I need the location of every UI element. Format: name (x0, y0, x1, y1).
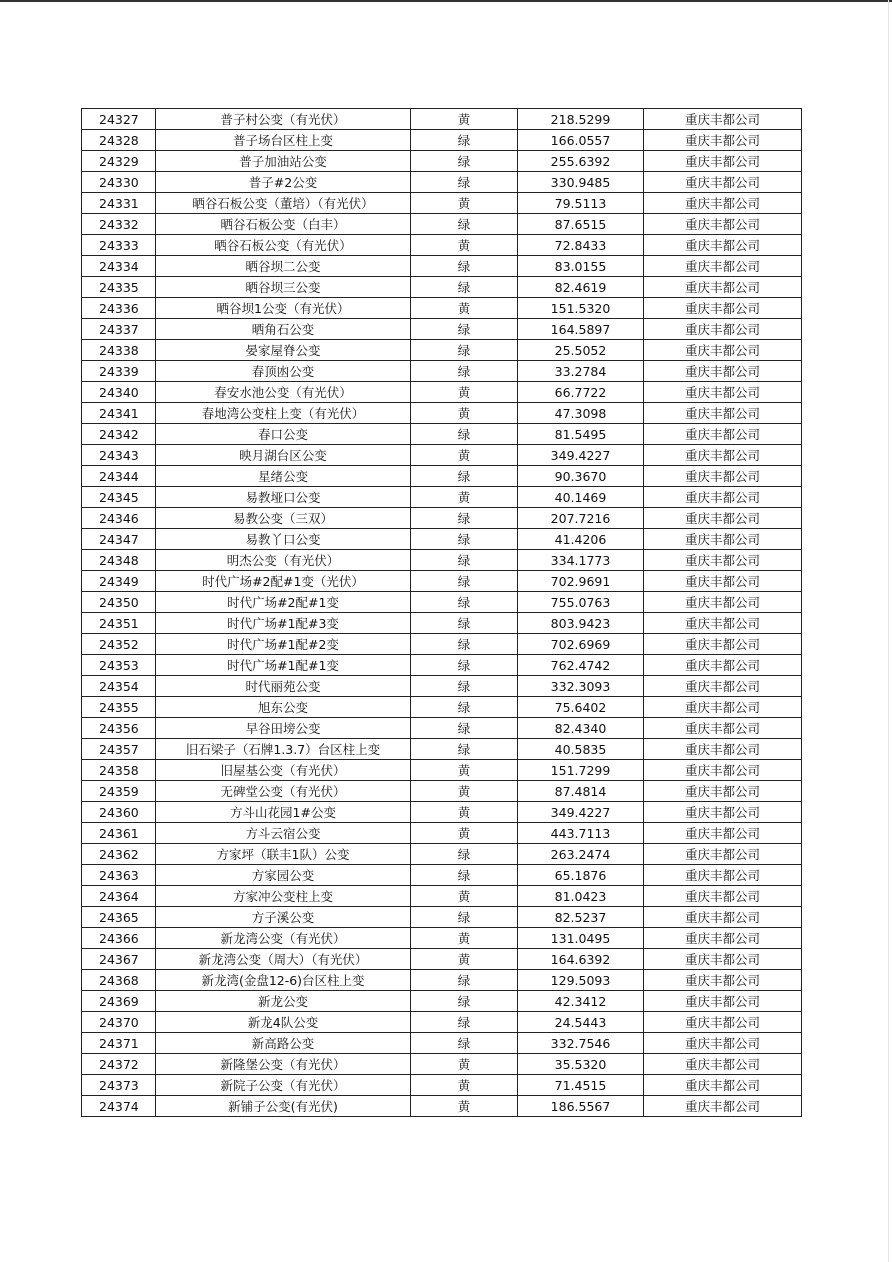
transformer-name-cell: 春安水池公变（有光伏） (156, 382, 411, 403)
company-cell: 重庆丰都公司 (644, 907, 802, 928)
transformer-name-cell: 旧石梁子（石牌1.3.7）台区柱上变 (156, 739, 411, 760)
transformer-name-cell: 明杰公变（有光伏） (156, 550, 411, 571)
table-row (82, 256, 802, 277)
status-color-cell: 绿 (411, 592, 518, 613)
status-color-cell: 绿 (411, 718, 518, 739)
row-id-cell: 24373 (82, 1075, 156, 1096)
row-id-cell: 24349 (82, 571, 156, 592)
row-id-cell: 24359 (82, 781, 156, 802)
table-row (82, 571, 802, 592)
company-cell: 重庆丰都公司 (644, 424, 802, 445)
row-id-cell: 24363 (82, 865, 156, 886)
status-color-cell: 绿 (411, 466, 518, 487)
table-row (82, 823, 802, 844)
value-cell: 332.7546 (518, 1033, 644, 1054)
table-row (82, 1033, 802, 1054)
company-cell: 重庆丰都公司 (644, 1033, 802, 1054)
value-cell: 349.4227 (518, 445, 644, 466)
value-cell: 255.6392 (518, 151, 644, 172)
table-row (82, 1096, 802, 1117)
table-row (82, 592, 802, 613)
transformer-name-cell: 新龙湾公变（周大）（有光伏） (156, 949, 411, 970)
company-cell: 重庆丰都公司 (644, 739, 802, 760)
row-id-cell: 24367 (82, 949, 156, 970)
table-row (82, 655, 802, 676)
row-id-cell: 24361 (82, 823, 156, 844)
value-cell: 82.4340 (518, 718, 644, 739)
value-cell: 24.5443 (518, 1012, 644, 1033)
row-id-cell: 24364 (82, 886, 156, 907)
transformer-name-cell: 新龙4队公变 (156, 1012, 411, 1033)
company-cell: 重庆丰都公司 (644, 361, 802, 382)
value-cell: 332.3093 (518, 676, 644, 697)
table-row (82, 298, 802, 319)
transformer-name-cell: 普子加油站公变 (156, 151, 411, 172)
value-cell: 164.6392 (518, 949, 644, 970)
row-id-cell: 24357 (82, 739, 156, 760)
page-top-border (0, 0, 892, 2)
table-row (82, 109, 802, 130)
value-cell: 90.3670 (518, 466, 644, 487)
row-id-cell: 24354 (82, 676, 156, 697)
row-id-cell: 24340 (82, 382, 156, 403)
transformer-name-cell: 方家园公变 (156, 865, 411, 886)
table-row (82, 865, 802, 886)
row-id-cell: 24368 (82, 970, 156, 991)
value-cell: 82.4619 (518, 277, 644, 298)
company-cell: 重庆丰都公司 (644, 193, 802, 214)
value-cell: 803.9423 (518, 613, 644, 634)
transformer-name-cell: 春顶凼公变 (156, 361, 411, 382)
value-cell: 33.2784 (518, 361, 644, 382)
row-id-cell: 24334 (82, 256, 156, 277)
table-row (82, 151, 802, 172)
table-row (82, 718, 802, 739)
value-cell: 151.5320 (518, 298, 644, 319)
status-color-cell: 绿 (411, 970, 518, 991)
value-cell: 349.4227 (518, 802, 644, 823)
company-cell: 重庆丰都公司 (644, 928, 802, 949)
transformer-name-cell: 晏家屋脊公变 (156, 340, 411, 361)
table-row (82, 802, 802, 823)
row-id-cell: 24374 (82, 1096, 156, 1117)
company-cell: 重庆丰都公司 (644, 697, 802, 718)
table-row (82, 403, 802, 424)
table-row (82, 844, 802, 865)
transformer-name-cell: 方斗山花园1#公变 (156, 802, 411, 823)
value-cell: 35.5320 (518, 1054, 644, 1075)
value-cell: 81.5495 (518, 424, 644, 445)
company-cell: 重庆丰都公司 (644, 1096, 802, 1117)
table-row (82, 928, 802, 949)
status-color-cell: 黄 (411, 949, 518, 970)
company-cell: 重庆丰都公司 (644, 109, 802, 130)
company-cell: 重庆丰都公司 (644, 613, 802, 634)
table-row (82, 529, 802, 550)
transformer-name-cell: 新铺子公变(有光伏) (156, 1096, 411, 1117)
transformer-name-cell: 时代广场#2配#1变 (156, 592, 411, 613)
company-cell: 重庆丰都公司 (644, 949, 802, 970)
status-color-cell: 绿 (411, 340, 518, 361)
transformer-name-cell: 时代广场#1配#2变 (156, 634, 411, 655)
transformer-name-cell: 方子溪公变 (156, 907, 411, 928)
transformer-name-cell: 新龙公变 (156, 991, 411, 1012)
transformer-name-cell: 晒角石公变 (156, 319, 411, 340)
row-id-cell: 24369 (82, 991, 156, 1012)
table-row (82, 319, 802, 340)
table-row (82, 739, 802, 760)
row-id-cell: 24352 (82, 634, 156, 655)
transformer-name-cell: 易教丫口公变 (156, 529, 411, 550)
value-cell: 164.5897 (518, 319, 644, 340)
row-id-cell: 24330 (82, 172, 156, 193)
table-row (82, 235, 802, 256)
transformer-name-cell: 时代广场#2配#1变（光伏） (156, 571, 411, 592)
company-cell: 重庆丰都公司 (644, 445, 802, 466)
row-id-cell: 24371 (82, 1033, 156, 1054)
row-id-cell: 24342 (82, 424, 156, 445)
status-color-cell: 绿 (411, 529, 518, 550)
value-cell: 66.7722 (518, 382, 644, 403)
company-cell: 重庆丰都公司 (644, 592, 802, 613)
table-row (82, 1075, 802, 1096)
table-row (82, 634, 802, 655)
table-row (82, 550, 802, 571)
row-id-cell: 24362 (82, 844, 156, 865)
transformer-name-cell: 方家冲公变柱上变 (156, 886, 411, 907)
transformer-name-cell: 新高路公变 (156, 1033, 411, 1054)
company-cell: 重庆丰都公司 (644, 1075, 802, 1096)
row-id-cell: 24331 (82, 193, 156, 214)
status-color-cell: 黄 (411, 487, 518, 508)
company-cell: 重庆丰都公司 (644, 844, 802, 865)
row-id-cell: 24366 (82, 928, 156, 949)
status-color-cell: 绿 (411, 550, 518, 571)
value-cell: 40.1469 (518, 487, 644, 508)
transformer-name-cell: 方斗云宿公变 (156, 823, 411, 844)
value-cell: 755.0763 (518, 592, 644, 613)
company-cell: 重庆丰都公司 (644, 634, 802, 655)
row-id-cell: 24370 (82, 1012, 156, 1033)
transformer-name-cell: 旧屋基公变（有光伏） (156, 760, 411, 781)
value-cell: 87.4814 (518, 781, 644, 802)
value-cell: 71.4515 (518, 1075, 644, 1096)
status-color-cell: 绿 (411, 991, 518, 1012)
table-row (82, 970, 802, 991)
table-row (82, 277, 802, 298)
company-cell: 重庆丰都公司 (644, 1012, 802, 1033)
company-cell: 重庆丰都公司 (644, 214, 802, 235)
table-row (82, 361, 802, 382)
table-row (82, 1012, 802, 1033)
row-id-cell: 24332 (82, 214, 156, 235)
value-cell: 186.5567 (518, 1096, 644, 1117)
status-color-cell: 绿 (411, 319, 518, 340)
company-cell: 重庆丰都公司 (644, 550, 802, 571)
transformer-name-cell: 易教垭口公变 (156, 487, 411, 508)
status-color-cell: 黄 (411, 109, 518, 130)
company-cell: 重庆丰都公司 (644, 151, 802, 172)
row-id-cell: 24343 (82, 445, 156, 466)
status-color-cell: 绿 (411, 697, 518, 718)
status-color-cell: 黄 (411, 193, 518, 214)
company-cell: 重庆丰都公司 (644, 277, 802, 298)
row-id-cell: 24341 (82, 403, 156, 424)
value-cell: 81.0423 (518, 886, 644, 907)
status-color-cell: 绿 (411, 613, 518, 634)
status-color-cell: 黄 (411, 886, 518, 907)
status-color-cell: 绿 (411, 256, 518, 277)
table-body (82, 109, 802, 1117)
transformer-name-cell: 新龙湾(金盘12-6)台区柱上变 (156, 970, 411, 991)
table-row (82, 697, 802, 718)
value-cell: 207.7216 (518, 508, 644, 529)
row-id-cell: 24336 (82, 298, 156, 319)
transformer-name-cell: 新隆堡公变（有光伏） (156, 1054, 411, 1075)
status-color-cell: 绿 (411, 571, 518, 592)
company-cell: 重庆丰都公司 (644, 487, 802, 508)
table-row (82, 907, 802, 928)
value-cell: 334.1773 (518, 550, 644, 571)
row-id-cell: 24329 (82, 151, 156, 172)
transformer-name-cell: 晒谷石板公变（有光伏） (156, 235, 411, 256)
row-id-cell: 24327 (82, 109, 156, 130)
transformer-name-cell: 晒谷坝二公变 (156, 256, 411, 277)
transformer-name-cell: 普子#2公变 (156, 172, 411, 193)
row-id-cell: 24353 (82, 655, 156, 676)
status-color-cell: 绿 (411, 1012, 518, 1033)
value-cell: 72.8433 (518, 235, 644, 256)
value-cell: 65.1876 (518, 865, 644, 886)
row-id-cell: 24345 (82, 487, 156, 508)
table-row (82, 130, 802, 151)
table-row (82, 781, 802, 802)
company-cell: 重庆丰都公司 (644, 991, 802, 1012)
status-color-cell: 黄 (411, 760, 518, 781)
company-cell: 重庆丰都公司 (644, 1054, 802, 1075)
status-color-cell: 黄 (411, 1075, 518, 1096)
transformer-name-cell: 时代丽苑公变 (156, 676, 411, 697)
company-cell: 重庆丰都公司 (644, 571, 802, 592)
company-cell: 重庆丰都公司 (644, 718, 802, 739)
row-id-cell: 24335 (82, 277, 156, 298)
value-cell: 40.5835 (518, 739, 644, 760)
transformer-name-cell: 易教公变（三双） (156, 508, 411, 529)
value-cell: 166.0557 (518, 130, 644, 151)
table-row (82, 760, 802, 781)
transformer-name-cell: 晒谷坝三公变 (156, 277, 411, 298)
table-row (82, 424, 802, 445)
company-cell: 重庆丰都公司 (644, 235, 802, 256)
table-row (82, 445, 802, 466)
status-color-cell: 绿 (411, 508, 518, 529)
value-cell: 218.5299 (518, 109, 644, 130)
status-color-cell: 绿 (411, 151, 518, 172)
company-cell: 重庆丰都公司 (644, 466, 802, 487)
row-id-cell: 24358 (82, 760, 156, 781)
value-cell: 702.6969 (518, 634, 644, 655)
table-row (82, 886, 802, 907)
value-cell: 41.4206 (518, 529, 644, 550)
transformer-name-cell: 方家坪（联丰1队）公变 (156, 844, 411, 865)
transformer-name-cell: 映月湖台区公变 (156, 445, 411, 466)
value-cell: 151.7299 (518, 760, 644, 781)
status-color-cell: 黄 (411, 928, 518, 949)
company-cell: 重庆丰都公司 (644, 403, 802, 424)
company-cell: 重庆丰都公司 (644, 256, 802, 277)
row-id-cell: 24356 (82, 718, 156, 739)
row-id-cell: 24333 (82, 235, 156, 256)
status-color-cell: 绿 (411, 844, 518, 865)
row-id-cell: 24337 (82, 319, 156, 340)
row-id-cell: 24351 (82, 613, 156, 634)
company-cell: 重庆丰都公司 (644, 865, 802, 886)
status-color-cell: 绿 (411, 172, 518, 193)
transformer-name-cell: 星绪公变 (156, 466, 411, 487)
company-cell: 重庆丰都公司 (644, 781, 802, 802)
row-id-cell: 24347 (82, 529, 156, 550)
status-color-cell: 黄 (411, 235, 518, 256)
status-color-cell: 绿 (411, 424, 518, 445)
company-cell: 重庆丰都公司 (644, 676, 802, 697)
table-row (82, 214, 802, 235)
status-color-cell: 绿 (411, 361, 518, 382)
transformer-name-cell: 时代广场#1配#3变 (156, 613, 411, 634)
row-id-cell: 24355 (82, 697, 156, 718)
value-cell: 75.6402 (518, 697, 644, 718)
status-color-cell: 黄 (411, 823, 518, 844)
status-color-cell: 绿 (411, 676, 518, 697)
table-row (82, 172, 802, 193)
row-id-cell: 24328 (82, 130, 156, 151)
company-cell: 重庆丰都公司 (644, 319, 802, 340)
transformer-name-cell: 旭东公变 (156, 697, 411, 718)
status-color-cell: 绿 (411, 1033, 518, 1054)
status-color-cell: 绿 (411, 655, 518, 676)
transformer-name-cell: 春口公变 (156, 424, 411, 445)
row-id-cell: 24350 (82, 592, 156, 613)
transformer-name-cell: 早谷田塝公变 (156, 718, 411, 739)
company-cell: 重庆丰都公司 (644, 298, 802, 319)
value-cell: 83.0155 (518, 256, 644, 277)
status-color-cell: 绿 (411, 214, 518, 235)
status-color-cell: 绿 (411, 907, 518, 928)
table-row (82, 193, 802, 214)
status-color-cell: 绿 (411, 865, 518, 886)
value-cell: 443.7113 (518, 823, 644, 844)
company-cell: 重庆丰都公司 (644, 172, 802, 193)
value-cell: 79.5113 (518, 193, 644, 214)
row-id-cell: 24339 (82, 361, 156, 382)
transformer-name-cell: 晒谷石板公变（董培）（有光伏） (156, 193, 411, 214)
value-cell: 330.9485 (518, 172, 644, 193)
company-cell: 重庆丰都公司 (644, 508, 802, 529)
transformer-name-cell: 晒谷坝1公变（有光伏） (156, 298, 411, 319)
company-cell: 重庆丰都公司 (644, 802, 802, 823)
status-color-cell: 绿 (411, 277, 518, 298)
table-row (82, 1054, 802, 1075)
value-cell: 82.5237 (518, 907, 644, 928)
company-cell: 重庆丰都公司 (644, 130, 802, 151)
status-color-cell: 黄 (411, 445, 518, 466)
company-cell: 重庆丰都公司 (644, 760, 802, 781)
status-color-cell: 黄 (411, 382, 518, 403)
company-cell: 重庆丰都公司 (644, 382, 802, 403)
table-row (82, 613, 802, 634)
transformer-name-cell: 春地湾公变柱上变（有光伏） (156, 403, 411, 424)
value-cell: 762.4742 (518, 655, 644, 676)
status-color-cell: 绿 (411, 130, 518, 151)
row-id-cell: 24344 (82, 466, 156, 487)
value-cell: 42.3412 (518, 991, 644, 1012)
row-id-cell: 24360 (82, 802, 156, 823)
transformer-name-cell: 新龙湾公变（有光伏） (156, 928, 411, 949)
transformer-name-cell: 无碑堂公变（有光伏） (156, 781, 411, 802)
table-row (82, 676, 802, 697)
company-cell: 重庆丰都公司 (644, 823, 802, 844)
transformer-name-cell: 时代广场#1配#1变 (156, 655, 411, 676)
value-cell: 25.5052 (518, 340, 644, 361)
row-id-cell: 24338 (82, 340, 156, 361)
company-cell: 重庆丰都公司 (644, 529, 802, 550)
value-cell: 263.2474 (518, 844, 644, 865)
value-cell: 87.6515 (518, 214, 644, 235)
status-color-cell: 绿 (411, 739, 518, 760)
transformer-name-cell: 新院子公变（有光伏） (156, 1075, 411, 1096)
table-row (82, 991, 802, 1012)
transformer-name-cell: 晒谷石板公变（白丰） (156, 214, 411, 235)
page-right-edge (888, 0, 889, 1262)
transformer-table (81, 108, 802, 1117)
value-cell: 702.9691 (518, 571, 644, 592)
value-cell: 129.5093 (518, 970, 644, 991)
table-row (82, 508, 802, 529)
status-color-cell: 黄 (411, 1054, 518, 1075)
transformer-name-cell: 普子场台区柱上变 (156, 130, 411, 151)
row-id-cell: 24348 (82, 550, 156, 571)
table-row (82, 949, 802, 970)
status-color-cell: 黄 (411, 802, 518, 823)
status-color-cell: 黄 (411, 403, 518, 424)
company-cell: 重庆丰都公司 (644, 340, 802, 361)
value-cell: 131.0495 (518, 928, 644, 949)
company-cell: 重庆丰都公司 (644, 886, 802, 907)
row-id-cell: 24365 (82, 907, 156, 928)
company-cell: 重庆丰都公司 (644, 970, 802, 991)
transformer-name-cell: 普子村公变（有光伏） (156, 109, 411, 130)
table-row (82, 382, 802, 403)
table-row (82, 466, 802, 487)
row-id-cell: 24372 (82, 1054, 156, 1075)
status-color-cell: 黄 (411, 1096, 518, 1117)
value-cell: 47.3098 (518, 403, 644, 424)
status-color-cell: 绿 (411, 634, 518, 655)
company-cell: 重庆丰都公司 (644, 655, 802, 676)
row-id-cell: 24346 (82, 508, 156, 529)
table-row (82, 340, 802, 361)
table-row (82, 487, 802, 508)
status-color-cell: 黄 (411, 781, 518, 802)
status-color-cell: 黄 (411, 298, 518, 319)
